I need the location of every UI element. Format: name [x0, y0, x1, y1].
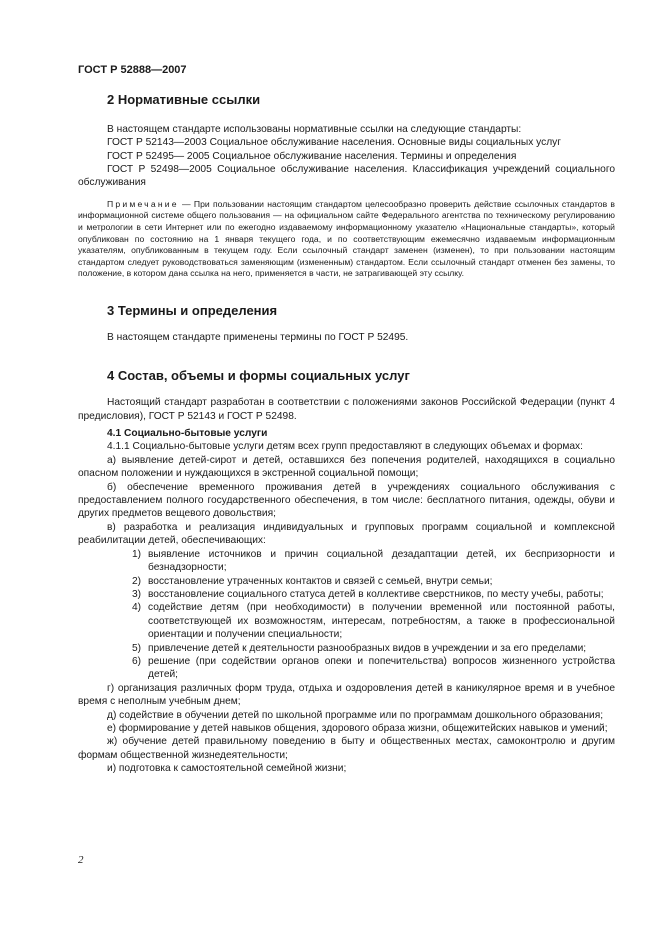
- section-2-intro: В настоящем стандарте использованы нормативные ссылки на следующие стандарты:: [107, 123, 522, 135]
- numbered-item-number: 2): [131, 575, 141, 587]
- numbered-item-number: 5): [131, 642, 141, 654]
- numbered-item-text: содействие детям (при необходимости) в получении временной или постоянной работы, соответствующей их возможностям, интересам, потребностям, а также в профессиональной ориентации и получении специальности;: [148, 602, 615, 641]
- numbered-item-number: 1): [131, 548, 141, 560]
- list-item: в) разработка и реализация индивидуальных и групповых программ социальной и комплексной реабилитации детей, обеспечивающих:: [78, 521, 615, 547]
- document-header: ГОСТ Р 52888—2007: [78, 64, 187, 76]
- section-3-text: В настоящем стандарте применены термины по ГОСТ Р 52495.: [107, 332, 409, 344]
- numbered-item: [118, 588, 615, 601]
- section-4-intro: Настоящий стандарт разработан в соответствии с положениями законов Российской Федерации (пункт 4 предисловия), ГОСТ Р 52143 и ГОСТ Р 52498.: [78, 397, 615, 422]
- list-item: е) формирование у детей навыков общения, здорового образа жизни, общежитейских навыков и умений;: [107, 722, 608, 734]
- document-page: [78, 64, 615, 776]
- numbered-item: [118, 642, 615, 655]
- numbered-item-text: выявление источников и причин социальной дезадаптации детей, их беспризорности и безнадзорности;: [148, 548, 615, 574]
- list-item: б) обеспечение временного проживания детей в учреждениях социального обслуживания с предоставлением полного государственного обеспечения, в том числе: бесплатного питания, одежды, обуви и других предметов вещевого довольствия;: [78, 481, 615, 520]
- numbered-item: [118, 655, 615, 682]
- list-item: а) выявление детей-сирот и детей, оставшихся без попечения родителей, находящихся в социально опасном положении и нуждающихся в экстренной социальной помощи;: [78, 454, 615, 480]
- section-3-title: 3 Термины и определения: [107, 303, 278, 318]
- list-item: г) организация различных форм труда, отдыха и оздоровления детей в каникулярное время и в учебное время с неполным учебным днем;: [78, 682, 615, 708]
- list-item: ж) обучение детей правильному поведению в быту и общественных местах, самоконтролю и другим формам общественной жизнедеятельности;: [78, 736, 615, 761]
- numbered-item-text: решение (при содействии органов опеки и попечительства) вопросов жизненного устройства детей;: [148, 655, 615, 681]
- ref-item: ГОСТ Р 52143—2003 Социальное обслуживание населения. Основные виды социальных услуг: [107, 137, 561, 149]
- numbered-item: [118, 601, 615, 641]
- section-4-title: 4 Состав, объемы и формы социальных услуг: [107, 367, 410, 383]
- list-item: и) подготовка к самостоятельной семейной жизни;: [107, 763, 347, 775]
- note-text: — При пользовании настоящим стандартом целесообразно проверить действие ссылочных стандартов в информационной системе общего пользования — на официальном сайте Федерального агентства по техническому регулированию и метрологии в сети Интернет или по ежегодно издаваемому информационному указателю «Национальные стандарты», который опубликован по состоянию на 1 января текущего года, и по соответствующим ежемесячно издаваемым информационным указателям, опубликованным в текущем году. Если ссылочный стандарт заменен (изменен), то при пользовании настоящим стандартом следует руководствоваться заменяющим (измененным) стандартом. Если ссылочный стандарт отменен без замены, то положение, в котором дана ссылка на него, применяется в части, не затрагивающей эту ссылку.: [78, 198, 615, 279]
- section-2-title: 2 Нормативные ссылки: [107, 92, 261, 108]
- subsection-4-1-title: 4.1 Социально-бытовые услуги: [107, 428, 268, 440]
- numbered-item: [118, 548, 615, 575]
- numbered-item-number: 3): [131, 588, 141, 600]
- numbered-item-number: 4): [131, 602, 141, 614]
- note: [78, 199, 615, 280]
- numbered-item-text: привлечение детей к деятельности разнообразных видов в учреждении и за его пределами;: [148, 642, 587, 654]
- numbered-item: [118, 575, 615, 588]
- page-number: 2: [78, 854, 84, 866]
- clause-4-1-1: 4.1.1 Социально-бытовые услуги детям всех групп предоставляют в следующих объемах и формах:: [107, 441, 583, 453]
- list-item: д) содействие в обучении детей по школьной программе или по программам дошкольного образования;: [107, 709, 604, 721]
- ref-item: ГОСТ Р 52495— 2005 Социальное обслуживание населения. Термины и определения: [107, 150, 517, 162]
- numbered-item-number: 6): [131, 655, 141, 667]
- ref-item: ГОСТ Р 52498—2005 Социальное обслуживание населения. Классификация учреждений социального обслуживания: [78, 164, 615, 189]
- numbered-item-text: восстановление утраченных контактов и связей с семьей, внутри семьи;: [148, 575, 493, 587]
- note-label: Примечание: [107, 198, 179, 209]
- numbered-item-text: восстановление социального статуса детей в коллективе сверстников, по месту учебы, работы;: [148, 588, 604, 600]
